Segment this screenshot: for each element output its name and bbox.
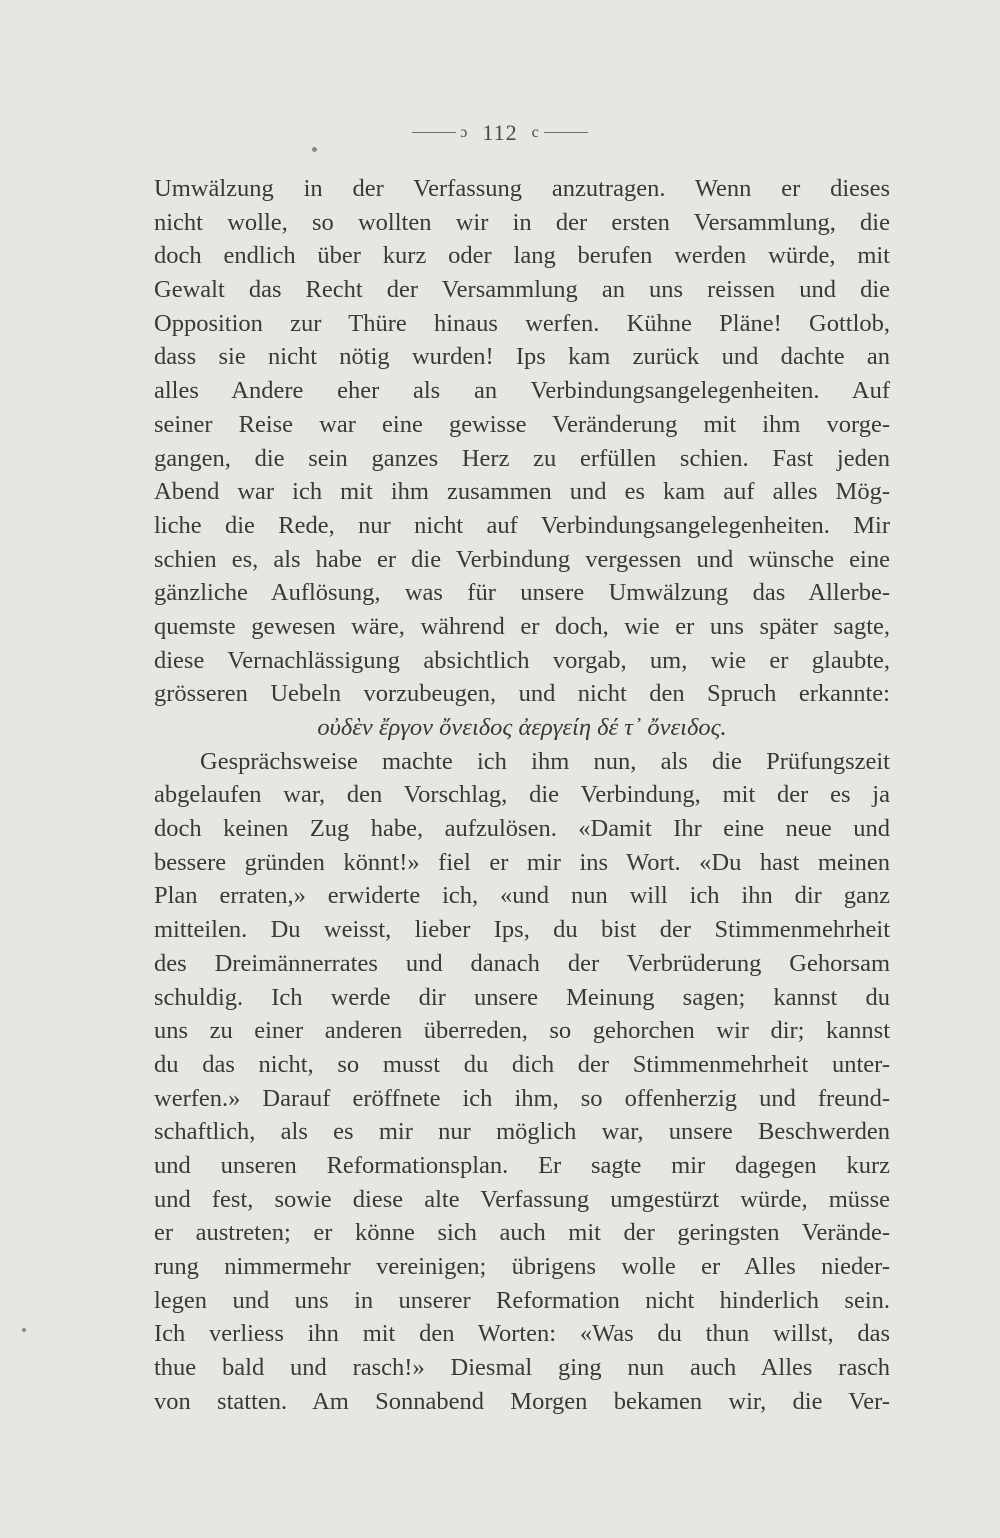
text-line: des Dreimännerrates und danach der Verbrüderung Gehorsam <box>154 949 890 977</box>
header-ornament-right: c <box>531 123 540 141</box>
text-line: doch endlich über kurz oder lang berufen werden würde, mit <box>154 242 890 270</box>
text-line: schien es, als habe er die Verbindung vergessen und wünsche eine <box>154 545 890 573</box>
page-number: 112 <box>482 119 518 145</box>
text-line: rung nimmermehr vereinigen; übrigens wolle er Alles nieder- <box>154 1253 890 1280</box>
text-line: mitteilen. Du weisst, lieber Ips, du bist der Stimmenmehrheit <box>154 916 890 944</box>
text-line: schuldig. Ich werde dir unsere Meinung sagen; kannst du <box>154 983 890 1011</box>
header-rule-right <box>544 132 588 133</box>
header-rule-left <box>412 132 456 133</box>
text-line: legen und uns in unserer Reformation nicht hinderlich sein. <box>154 1286 890 1314</box>
text-line: liche die Rede, nur nicht auf Verbindungsangelegenheiten. Mir <box>154 511 890 539</box>
text-line: thue bald und rasch!» Diesmal ging nun auch Alles rasch <box>154 1354 890 1382</box>
text-line: Abend war ich mit ihm zusammen und es kam auf alles Mög- <box>154 478 890 506</box>
text-line: und unseren Reformationsplan. Er sagte mir dagegen kurz <box>154 1151 890 1179</box>
text-line: gangen, die sein ganzes Herz zu erfüllen schien. Fast jeden <box>154 444 890 472</box>
text-line: Umwälzung in der Verfassung anzutragen. Wenn er dieses <box>154 175 890 202</box>
text-line: doch keinen Zug habe, aufzulösen. «Damit Ihr eine neue und <box>154 815 890 843</box>
text-line: du das nicht, so musst du dich der Stimmenmehrheit unter- <box>154 1050 890 1078</box>
header-ornament-left: ɔ <box>460 123 469 141</box>
text-line: alles Andere eher als an Verbindungsangelegenheiten. Auf <box>154 377 890 405</box>
body-text <box>154 172 890 1418</box>
text-line: abgelaufen war, den Vorschlag, die Verbindung, mit der es ja <box>154 781 890 809</box>
text-line: nicht wolle, so wollten wir in der ersten Versammlung, die <box>154 208 890 236</box>
paper-speck <box>22 1328 26 1332</box>
text-line: seiner Reise war eine gewisse Veränderung mit ihm vorge- <box>154 410 890 438</box>
text-line: uns zu einer anderen überreden, so gehorchen wir dir; kannst <box>154 1017 890 1045</box>
text-line: grösseren Uebeln vorzubeugen, und nicht den Spruch erkannte: <box>154 680 890 708</box>
text-line: quemste gewesen wäre, während er doch, wie er uns später sagte, <box>154 612 890 640</box>
text-line: und fest, sowie diese alte Verfassung umgestürzt würde, müsse <box>154 1185 890 1213</box>
text-line: werfen.» Darauf eröffnete ich ihm, so offenherzig und freund- <box>154 1084 890 1112</box>
paper-speck <box>312 147 317 152</box>
text-line: diese Vernachlässigung absichtlich vorgab, um, wie er glaubte, <box>154 646 890 674</box>
text-line: von statten. Am Sonnabend Morgen bekamen wir, die Ver- <box>154 1387 890 1415</box>
text-line: Gewalt das Recht der Versammlung an uns reissen und die <box>154 276 890 304</box>
text-line: gänzliche Auflösung, was für unsere Umwälzung das Allerbe- <box>154 579 890 607</box>
text-line: Opposition zur Thüre hinaus werfen. Kühne Pläne! Gottlob, <box>154 309 890 337</box>
text-line: schaftlich, als es mir nur möglich war, unsere Beschwerden <box>154 1118 890 1146</box>
greek-quotation: οὐδὲν ἔργον ὄνειδος ἀεργείη δέ τ᾽ ὄνειδος. <box>317 714 727 741</box>
text-line: Ich verliess ihn mit den Worten: «Was du thun willst, das <box>154 1320 890 1348</box>
text-line: bessere gründen könnt!» fiel er mir ins Wort. «Du hast meinen <box>154 848 890 876</box>
text-line: er austreten; er könne sich auch mit der geringsten Verände- <box>154 1219 890 1247</box>
page-header <box>0 118 1000 146</box>
paragraph-start-line: Gesprächsweise machte ich ihm nun, als die Prüfungszeit <box>200 747 890 775</box>
text-line: dass sie nicht nötig wurden! Ips kam zurück und dachte an <box>154 343 890 371</box>
text-line: Plan erraten,» erwiderte ich, «und nun will ich ihn dir ganz <box>154 882 890 910</box>
